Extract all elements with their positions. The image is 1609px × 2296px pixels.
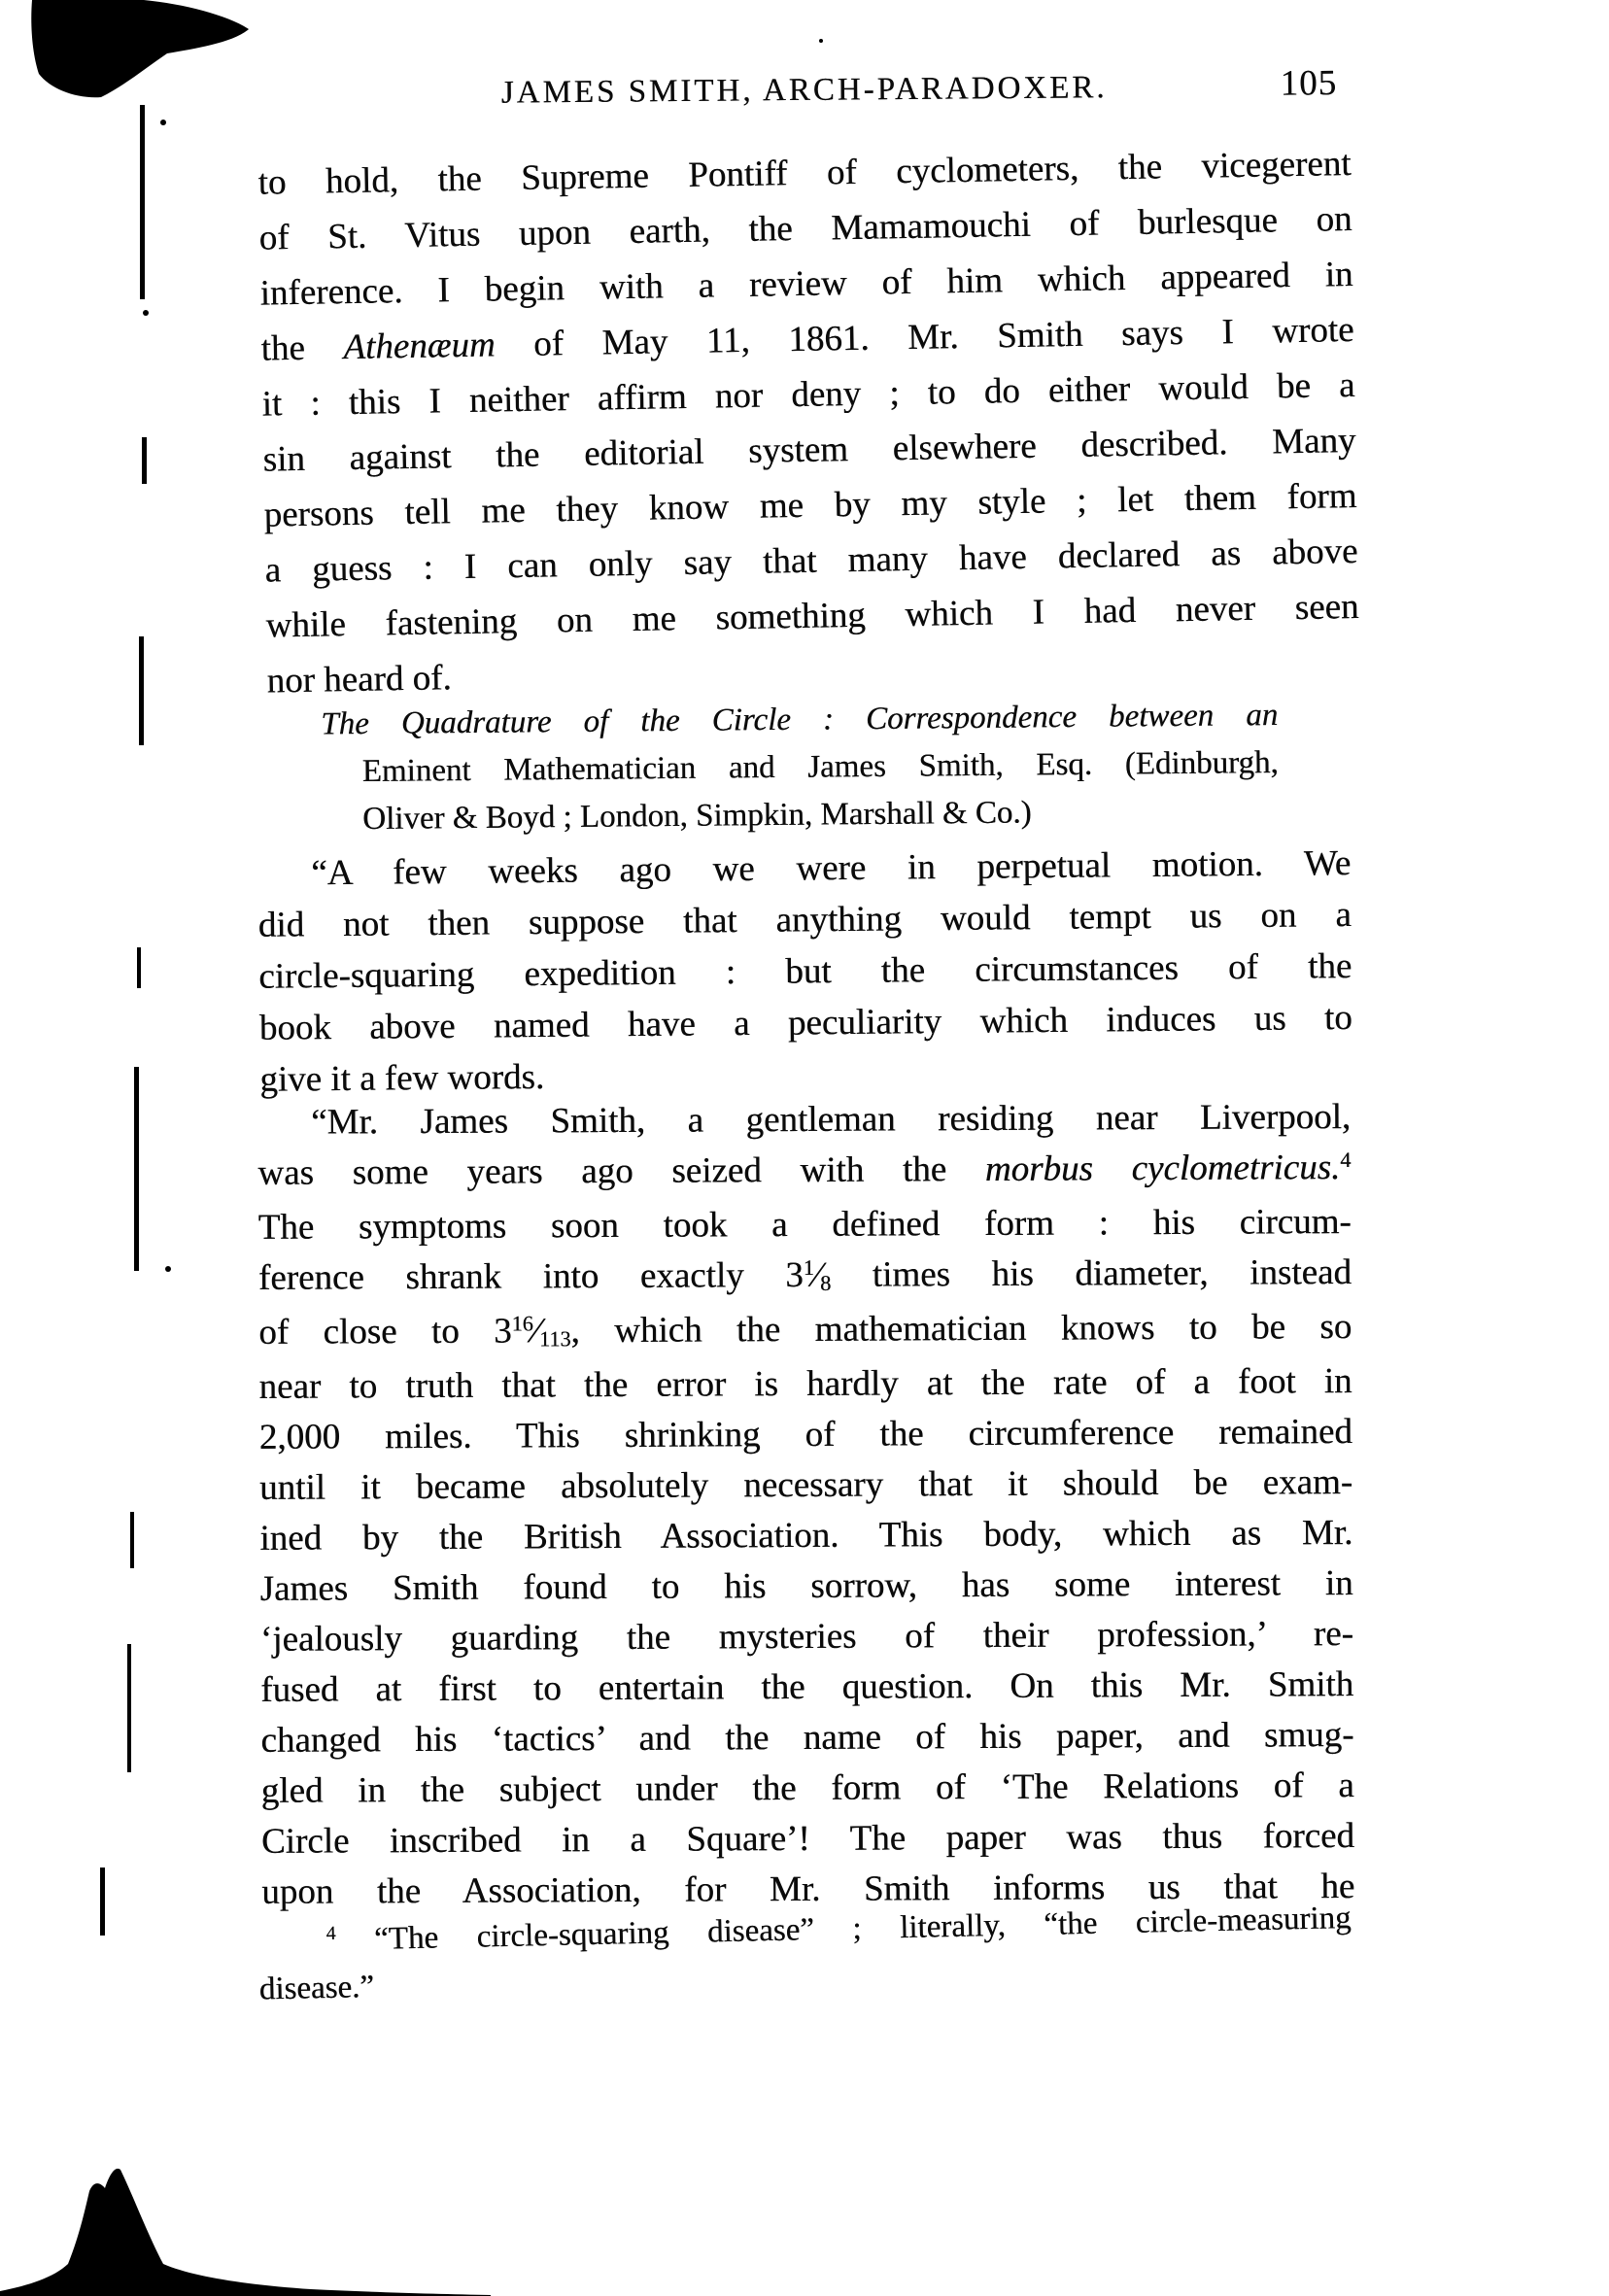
text-line bbox=[322, 787, 1279, 843]
text-segment: 8 bbox=[820, 1270, 832, 1295]
page-number: 105 bbox=[1280, 63, 1338, 104]
text-segment: the bbox=[260, 327, 344, 369]
margin-stroke bbox=[130, 1512, 134, 1568]
text-segment: 1 bbox=[803, 1254, 814, 1280]
text-segment: book above named have a peculiarity which induces us to bbox=[258, 997, 1352, 1048]
text-segment: it : this I neither affirm nor deny ; to do either would be a bbox=[261, 364, 1355, 425]
text-segment: Athenæum bbox=[343, 325, 496, 368]
margin-stroke bbox=[134, 1067, 139, 1271]
review-citation bbox=[321, 692, 1279, 843]
text-segment: inference. I begin with a review of him which appeared in bbox=[259, 254, 1353, 314]
text-segment: ined by the British Association. This body, which as Mr. bbox=[259, 1512, 1353, 1559]
text-line bbox=[260, 1710, 1353, 1766]
margin-stroke bbox=[139, 636, 144, 745]
text-segment: fused at first to entertain the question. On this Mr. Smith bbox=[260, 1663, 1354, 1710]
text-line bbox=[258, 1197, 1352, 1253]
margin-stroke bbox=[127, 1644, 131, 1772]
paragraph-continuation bbox=[257, 136, 1360, 709]
text-line bbox=[259, 992, 1352, 1054]
margin-stroke bbox=[137, 947, 141, 988]
text-segment: Oliver & Boyd ; London, Simpkin, Marshall & Co.) bbox=[362, 795, 1032, 838]
text-segment: morbus cyclometricus. bbox=[984, 1148, 1341, 1189]
text-segment: , which the mathematician knows to be so bbox=[570, 1306, 1352, 1352]
text-segment: until it became absolutely necessary that it should be exam- bbox=[259, 1461, 1353, 1508]
text-line bbox=[260, 1609, 1353, 1665]
running-title: JAMES SMITH, ARCH-PARADOXER. bbox=[500, 70, 1108, 111]
text-line bbox=[322, 739, 1279, 796]
stray-dot bbox=[143, 310, 149, 316]
text-segment: 4 bbox=[1340, 1147, 1352, 1172]
text-line bbox=[259, 1457, 1352, 1514]
text-line bbox=[260, 1559, 1353, 1615]
ink-blob-top-left-icon bbox=[31, 0, 249, 97]
text-segment: ‘jealously guarding the mysteries of their profession,’ re- bbox=[259, 1613, 1354, 1660]
margin-stroke bbox=[100, 1868, 105, 1936]
text-segment: of May 11, 1861. Mr. Smith says I wrote bbox=[495, 309, 1354, 365]
text-segment: times his diameter, instead bbox=[831, 1251, 1352, 1295]
text-segment: give it a few words. bbox=[259, 1056, 545, 1100]
margin-stroke bbox=[142, 437, 147, 484]
ink-blob-bottom-left-icon bbox=[0, 2169, 491, 2296]
text-line bbox=[259, 1508, 1352, 1564]
stray-dot bbox=[165, 1266, 171, 1272]
text-segment: of St. Vitus upon earth, the Mamamouchi of burlesque on bbox=[258, 198, 1352, 258]
text-line bbox=[257, 1143, 1351, 1203]
text-segment: “A few weeks ago we were in perpetual motion. We bbox=[311, 842, 1352, 894]
text-segment: 113 bbox=[539, 1326, 571, 1352]
text-line bbox=[261, 1811, 1354, 1868]
review-paragraph-1 bbox=[257, 838, 1352, 1106]
text-segment: changed his ‘tactics’ and the name of his paper, and smug- bbox=[260, 1714, 1354, 1761]
text-segment: near to truth that the error is hardly at the rate of a foot in bbox=[258, 1360, 1352, 1407]
text-line bbox=[261, 1761, 1354, 1817]
text-line bbox=[258, 1302, 1352, 1362]
text-segment: circle-squaring expedition : but the circumstances of the bbox=[258, 945, 1352, 997]
stray-dot bbox=[160, 120, 166, 125]
text-segment: gled in the subject under the form of ‘The Relations of a bbox=[260, 1765, 1354, 1811]
text-segment: ference shrank into exactly 3 bbox=[257, 1254, 804, 1298]
page-header bbox=[257, 63, 1351, 114]
review-paragraph-2 bbox=[257, 1092, 1354, 1918]
text-segment: persons tell me they know me by my style ; let them form bbox=[263, 475, 1357, 535]
text-line bbox=[258, 1356, 1352, 1413]
text-segment: to hold, the Supreme Pontiff of cyclometers, the vicegerent bbox=[257, 143, 1352, 203]
text-segment: Circle inscribed in a Square’! The paper was thus forced bbox=[260, 1815, 1355, 1862]
stray-dot bbox=[819, 39, 823, 43]
text-segment: “Mr. James Smith, a gentleman residing near Liverpool, bbox=[311, 1096, 1352, 1143]
text-segment: Eminent Mathematician and James Smith, Esq. (Edinburgh, bbox=[361, 744, 1279, 790]
text-segment: The Quadrature of the Circle : Correspondence between an bbox=[321, 697, 1279, 742]
text-segment: disease.” bbox=[258, 1969, 375, 2007]
text-segment: was some years ago seized with the bbox=[257, 1148, 985, 1193]
text-segment: a guess : I can only say that many have declared as above bbox=[264, 531, 1358, 591]
text-segment: upon the Association, for Mr. Smith informs us that he bbox=[261, 1866, 1355, 1912]
text-line bbox=[260, 1660, 1353, 1716]
text-segment: of close to 3 bbox=[258, 1311, 512, 1353]
text-segment: The symptoms soon took a defined form : his circum- bbox=[257, 1201, 1352, 1248]
text-segment: ⁄ bbox=[532, 1311, 540, 1352]
text-segment: sin against the editorial system elsewhere described. Many bbox=[262, 420, 1356, 480]
text-segment: “The circle-squaring disease” ; literally, “the circle-measuring bbox=[335, 1900, 1352, 1958]
text-segment: 2,000 miles. This shrinking of the circumference remained bbox=[258, 1411, 1352, 1457]
text-line bbox=[259, 1407, 1352, 1463]
text-segment: ⁄ bbox=[813, 1254, 821, 1295]
text-line bbox=[257, 1092, 1351, 1148]
text-line bbox=[258, 1248, 1352, 1308]
text-segment: 16 bbox=[511, 1311, 533, 1336]
text-segment: 4 bbox=[325, 1922, 336, 1945]
text-segment: James Smith found to his sorrow, has some interest in bbox=[259, 1562, 1353, 1609]
text-segment: while fastening on me something which I had never seen bbox=[265, 586, 1359, 646]
text-segment: nor heard of. bbox=[266, 658, 453, 702]
margin-stroke bbox=[140, 105, 145, 299]
text-segment: did not then suppose that anything would tempt us on a bbox=[257, 894, 1352, 945]
